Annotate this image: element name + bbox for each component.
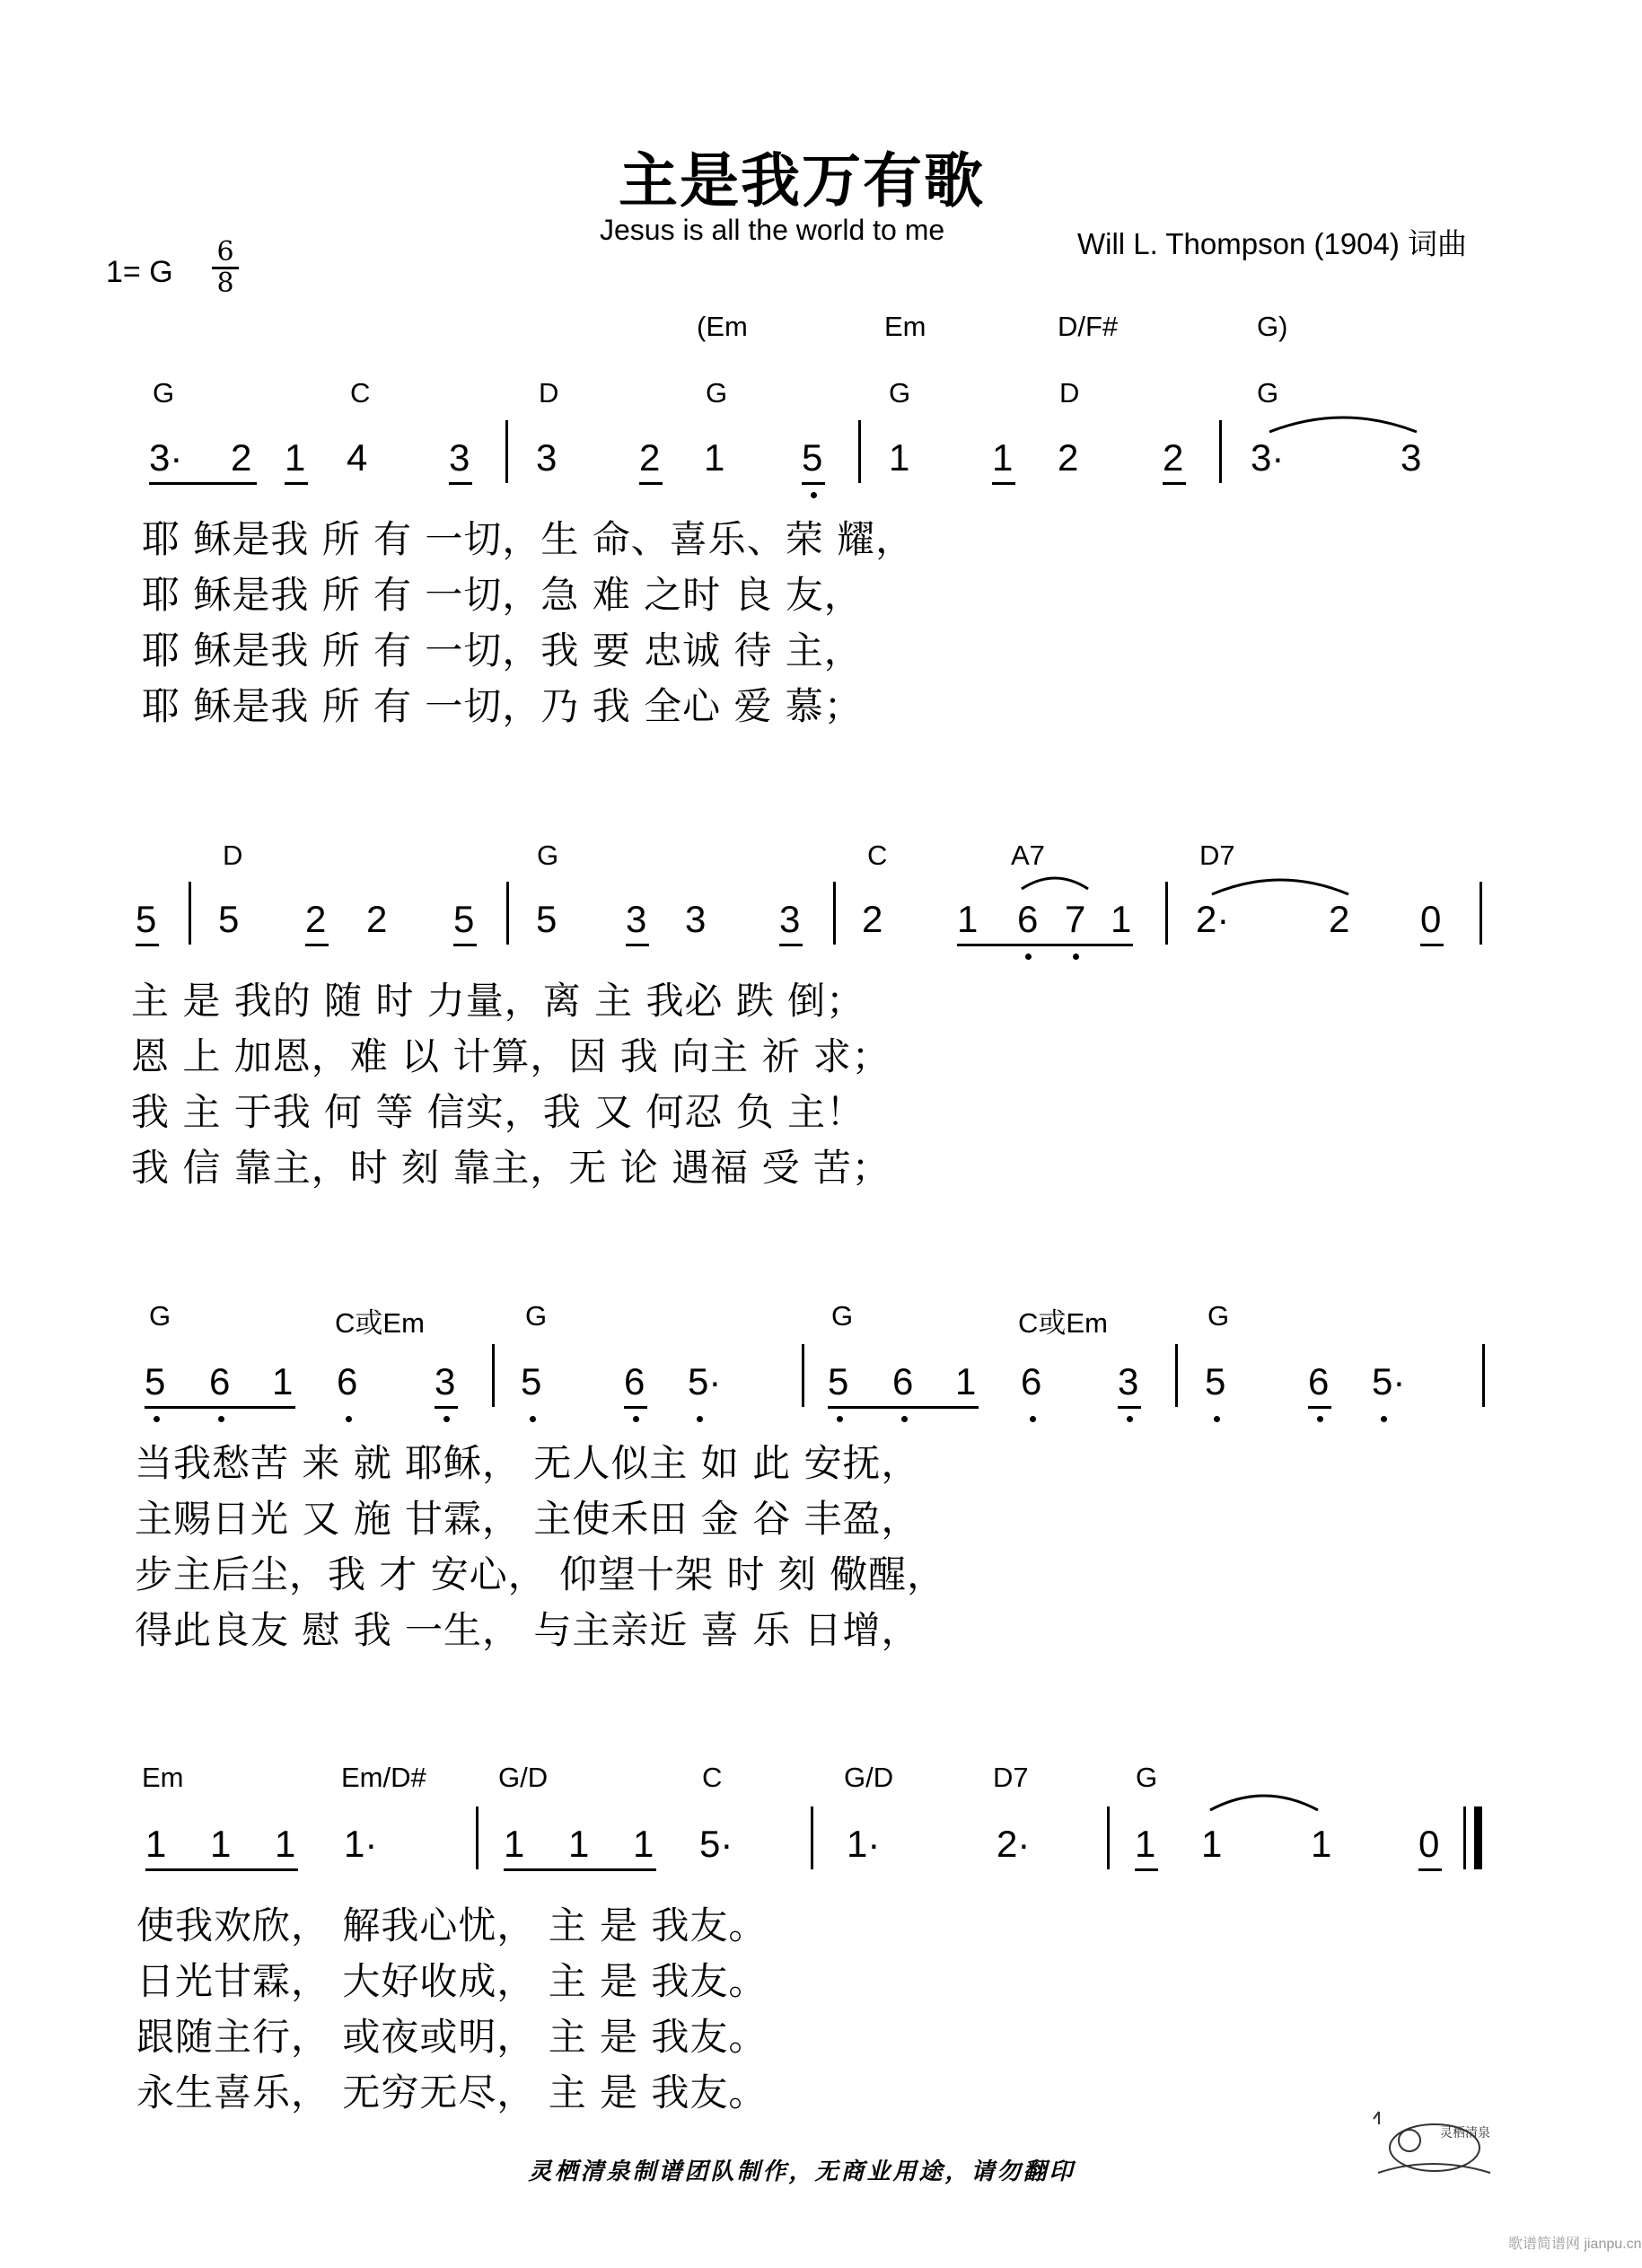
final-barline-thin xyxy=(1463,1806,1466,1869)
beam xyxy=(1420,944,1444,946)
barline xyxy=(505,420,508,483)
note: 1 xyxy=(210,1823,232,1865)
time-top: 6 xyxy=(216,236,234,268)
tie xyxy=(1210,871,1350,898)
note: 2 xyxy=(862,898,883,940)
logo-text: 灵栖清泉 xyxy=(1440,2126,1490,2141)
beam xyxy=(957,944,1133,946)
note: 6 xyxy=(1308,1360,1330,1402)
chord: C xyxy=(350,377,371,409)
lyric-line: 主 是 我的 随 时 力量，离 主 我必 跌 倒； xyxy=(131,979,865,1023)
beam xyxy=(828,1406,979,1409)
chord: G xyxy=(706,377,728,409)
time-signature xyxy=(212,236,239,299)
note: 1· xyxy=(344,1823,378,1865)
chord: G xyxy=(153,377,175,409)
chord: G xyxy=(889,377,911,409)
note: 1 xyxy=(957,898,979,940)
key-signature: 1= G xyxy=(106,255,173,289)
note: 6 xyxy=(209,1360,231,1402)
barline xyxy=(1219,420,1222,483)
chord: G xyxy=(831,1300,854,1332)
chord: D7 xyxy=(993,1762,1029,1793)
note: 1 xyxy=(955,1360,977,1402)
note: 3· xyxy=(149,436,183,479)
note: 5· xyxy=(688,1360,722,1402)
beam xyxy=(285,482,308,485)
lyric-line: 耶 稣是我 所 有 一切，急 难 之时 良 友， xyxy=(142,573,863,617)
note: 5 xyxy=(521,1360,542,1402)
beam xyxy=(802,482,825,485)
beam xyxy=(305,944,329,946)
note: 3· xyxy=(1251,436,1285,479)
note: 1 xyxy=(1311,1823,1332,1865)
octave-dot xyxy=(837,1416,843,1422)
note: 1 xyxy=(704,436,725,479)
note: 1 xyxy=(272,1360,294,1402)
octave-dot xyxy=(697,1416,703,1422)
beam xyxy=(779,944,803,946)
chord: Em xyxy=(142,1762,184,1793)
note: 5 xyxy=(536,898,558,940)
note: 3 xyxy=(435,1360,456,1402)
lyric-line: 主赐日光 又 施 甘霖， 主使禾田 金 谷 丰盈， xyxy=(135,1497,920,1541)
octave-dot xyxy=(443,1416,450,1422)
chord: C xyxy=(867,840,888,871)
note: 6 xyxy=(624,1360,645,1402)
note: 2· xyxy=(997,1823,1031,1865)
barline xyxy=(833,882,836,945)
note: 3 xyxy=(779,898,801,940)
chord: D7 xyxy=(1199,840,1235,871)
beam xyxy=(1118,1406,1141,1409)
barline xyxy=(858,420,861,483)
note: 1 xyxy=(1111,898,1132,940)
barline xyxy=(492,1344,495,1407)
note: 1 xyxy=(889,436,910,479)
octave-dot xyxy=(346,1416,352,1422)
note: 5 xyxy=(218,898,240,940)
tie xyxy=(1268,409,1418,435)
beam xyxy=(1135,1868,1158,1871)
chord: D xyxy=(539,377,559,409)
english-subtitle: Jesus is all the world to me xyxy=(600,214,945,246)
beam xyxy=(149,482,257,485)
barline xyxy=(189,882,191,945)
beam xyxy=(453,944,477,946)
octave-dot xyxy=(154,1416,160,1422)
note: 1 xyxy=(275,1823,296,1865)
note: 2· xyxy=(1196,898,1230,940)
octave-dot xyxy=(1214,1416,1220,1422)
lyric-line: 得此良友 慰 我 一生， 与主亲近 喜 乐 日增， xyxy=(135,1608,920,1652)
note: 1 xyxy=(1135,1823,1156,1865)
note: 5 xyxy=(453,898,475,940)
beam xyxy=(504,1868,656,1871)
beam xyxy=(145,1868,298,1871)
tie xyxy=(1020,871,1090,892)
final-barline-thick xyxy=(1474,1806,1482,1869)
note: 0 xyxy=(1420,898,1442,940)
octave-dot xyxy=(1030,1416,1036,1422)
note: 5· xyxy=(1372,1360,1406,1402)
note: 6 xyxy=(337,1360,358,1402)
barline xyxy=(506,882,509,945)
lyric-line: 日光甘霖， 大好收成， 主 是 我友。 xyxy=(136,1959,768,2003)
octave-dot xyxy=(811,492,817,498)
note: 1 xyxy=(285,436,306,479)
note: 7 xyxy=(1065,898,1086,940)
note: 5 xyxy=(802,436,823,479)
barline xyxy=(476,1806,479,1869)
beam xyxy=(626,944,649,946)
note: 3 xyxy=(449,436,470,479)
chord: D xyxy=(223,840,243,871)
site-watermark: 歌谱简谱网 jianpu.cn xyxy=(1508,2237,1642,2252)
note: 1 xyxy=(568,1823,590,1865)
song-title: 主是我万有歌 xyxy=(619,146,985,215)
barline xyxy=(811,1806,813,1869)
chord: C xyxy=(702,1762,723,1793)
chord: G/D xyxy=(844,1762,894,1793)
beam xyxy=(639,482,663,485)
note: 2 xyxy=(366,898,388,940)
note: 2 xyxy=(231,436,252,479)
note: 5· xyxy=(699,1823,733,1865)
chord: G xyxy=(1136,1762,1158,1793)
chord: G xyxy=(537,840,559,871)
lyric-line: 耶 稣是我 所 有 一切，我 要 忠诚 待 主， xyxy=(142,629,863,672)
beam xyxy=(1418,1868,1442,1871)
lyric-line: 耶 稣是我 所 有 一切，生 命、喜乐、荣 耀， xyxy=(142,517,915,561)
note: 1· xyxy=(847,1823,881,1865)
beam xyxy=(449,482,472,485)
barline xyxy=(1175,1344,1178,1407)
note: 5 xyxy=(145,1360,166,1402)
beam xyxy=(624,1406,647,1409)
note: 5 xyxy=(828,1360,849,1402)
octave-dot xyxy=(1127,1416,1133,1422)
chord: G xyxy=(1257,377,1279,409)
note: 1 xyxy=(504,1823,525,1865)
chord: Em/D# xyxy=(341,1762,426,1793)
beam xyxy=(1308,1406,1331,1409)
barline xyxy=(1165,882,1168,945)
octave-dot xyxy=(1073,954,1079,960)
lyric-line: 耶 稣是我 所 有 一切，乃 我 全心 爱 慕； xyxy=(142,684,863,728)
note: 3 xyxy=(1118,1360,1139,1402)
octave-dot xyxy=(1317,1416,1323,1422)
note: 5 xyxy=(136,898,157,940)
octave-dot xyxy=(1025,954,1032,960)
note: 2 xyxy=(305,898,327,940)
barline xyxy=(1107,1806,1110,1869)
composer-credit: Will L. Thompson (1904) 词曲 xyxy=(1077,227,1468,260)
beam xyxy=(435,1406,458,1409)
octave-dot xyxy=(901,1416,908,1422)
chord: (Em xyxy=(697,311,748,342)
barline xyxy=(802,1344,804,1407)
chord: D/F# xyxy=(1058,311,1119,342)
lyric-line: 当我愁苦 来 就 耶稣， 无人似主 如 此 安抚， xyxy=(135,1441,920,1485)
lyric-line: 我 主 于我 何 等 信实，我 又 何忍 负 主！ xyxy=(131,1090,865,1134)
lyric-line: 使我欢欣， 解我心忧， 主 是 我友。 xyxy=(136,1903,768,1947)
note: 1 xyxy=(633,1823,654,1865)
note: 6 xyxy=(1017,898,1039,940)
chord: G xyxy=(149,1300,171,1332)
octave-dot xyxy=(218,1416,224,1422)
chord: G xyxy=(525,1300,548,1332)
note: 6 xyxy=(892,1360,914,1402)
note: 4 xyxy=(347,436,368,479)
chord: D xyxy=(1059,377,1080,409)
barline xyxy=(1480,882,1482,945)
note: 1 xyxy=(1201,1823,1223,1865)
note: 1 xyxy=(145,1823,167,1865)
chord: G xyxy=(1207,1300,1230,1332)
octave-dot xyxy=(633,1416,639,1422)
chord: C或Em xyxy=(335,1307,425,1339)
note: 3 xyxy=(685,898,707,940)
tie xyxy=(1208,1787,1320,1814)
octave-dot xyxy=(1381,1416,1387,1422)
time-bottom: 8 xyxy=(216,268,234,299)
note: 0 xyxy=(1418,1823,1440,1865)
note: 3 xyxy=(536,436,558,479)
note: 6 xyxy=(1021,1360,1042,1402)
lyric-line: 步主后尘，我 才 安心， 仰望十架 时 刻 儆醒， xyxy=(135,1552,946,1596)
lyric-line: 永生喜乐， 无穷无尽， 主 是 我友。 xyxy=(136,2070,768,2114)
chord: C或Em xyxy=(1018,1307,1108,1339)
note: 2 xyxy=(1058,436,1079,479)
lyric-line: 恩 上 加恩，难 以 计算，因 我 向主 祈 求； xyxy=(131,1034,891,1078)
barline xyxy=(1482,1344,1485,1407)
lyric-line: 跟随主行， 或夜或明， 主 是 我友。 xyxy=(136,2015,768,2059)
octave-dot xyxy=(530,1416,536,1422)
beam xyxy=(145,1406,295,1409)
note: 5 xyxy=(1205,1360,1226,1402)
beam xyxy=(1163,482,1186,485)
lyric-line: 我 信 靠主，时 刻 靠主，无 论 遇福 受 苦； xyxy=(131,1146,891,1190)
chord: G) xyxy=(1257,311,1288,342)
chord: G/D xyxy=(498,1762,549,1793)
note: 2 xyxy=(1163,436,1184,479)
chord: Em xyxy=(884,311,926,342)
beam xyxy=(136,944,159,946)
note: 3 xyxy=(1401,436,1422,479)
note: 1 xyxy=(992,436,1014,479)
chord: A7 xyxy=(1011,840,1045,871)
note: 2 xyxy=(1329,898,1350,940)
footer-note: 灵栖清泉制谱团队制作，无商业用途，请勿翻印 xyxy=(528,2158,1076,2185)
note: 3 xyxy=(626,898,647,940)
note: 2 xyxy=(639,436,661,479)
beam xyxy=(992,482,1015,485)
